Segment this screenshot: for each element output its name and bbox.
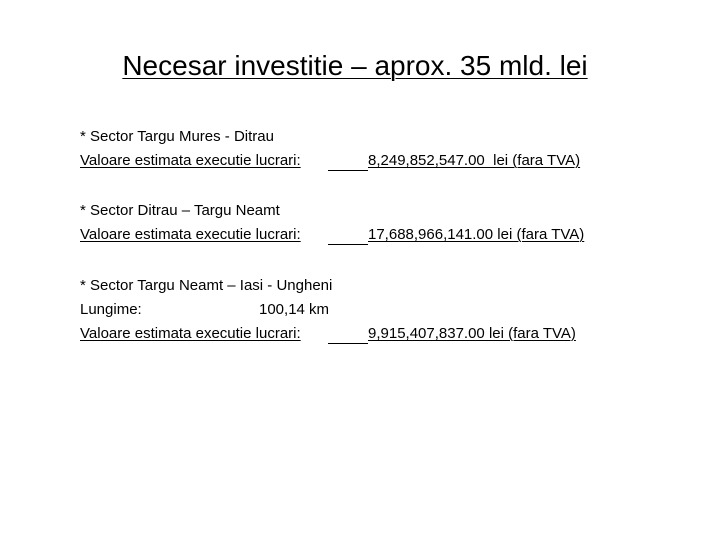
section-1-underline [328, 170, 368, 171]
section-3-underline [328, 343, 368, 344]
section-3-value: 9,915,407,837.00 lei (fara TVA) [368, 325, 576, 342]
section-1-value-label: Valoare estimata executie lucrari: [80, 152, 301, 169]
section-2-value-label: Valoare estimata executie lucrari: [80, 226, 301, 243]
section-3-length-label: Lungime: [80, 301, 142, 318]
section-1-value: 8,249,852,547.00 lei (fara TVA) [368, 152, 581, 169]
section-3-heading: * Sector Targu Neamt – Iasi - Ungheni [80, 277, 333, 294]
section-1-heading: * Sector Targu Mures - Ditrau [80, 128, 274, 145]
section-2-heading: * Sector Ditrau – Targu Neamt [80, 202, 280, 219]
section-2-value: 17,688,966,141.00 lei (fara TVA) [368, 226, 585, 243]
section-2-underline [328, 244, 368, 245]
section-3-length-value: 100,14 km [259, 301, 330, 318]
section-3-value-label: Valoare estimata executie lucrari: [80, 325, 301, 342]
slide-title [0, 48, 710, 84]
slide-title-text: Necesar investitie – aprox. 35 mld. lei [122, 50, 588, 81]
